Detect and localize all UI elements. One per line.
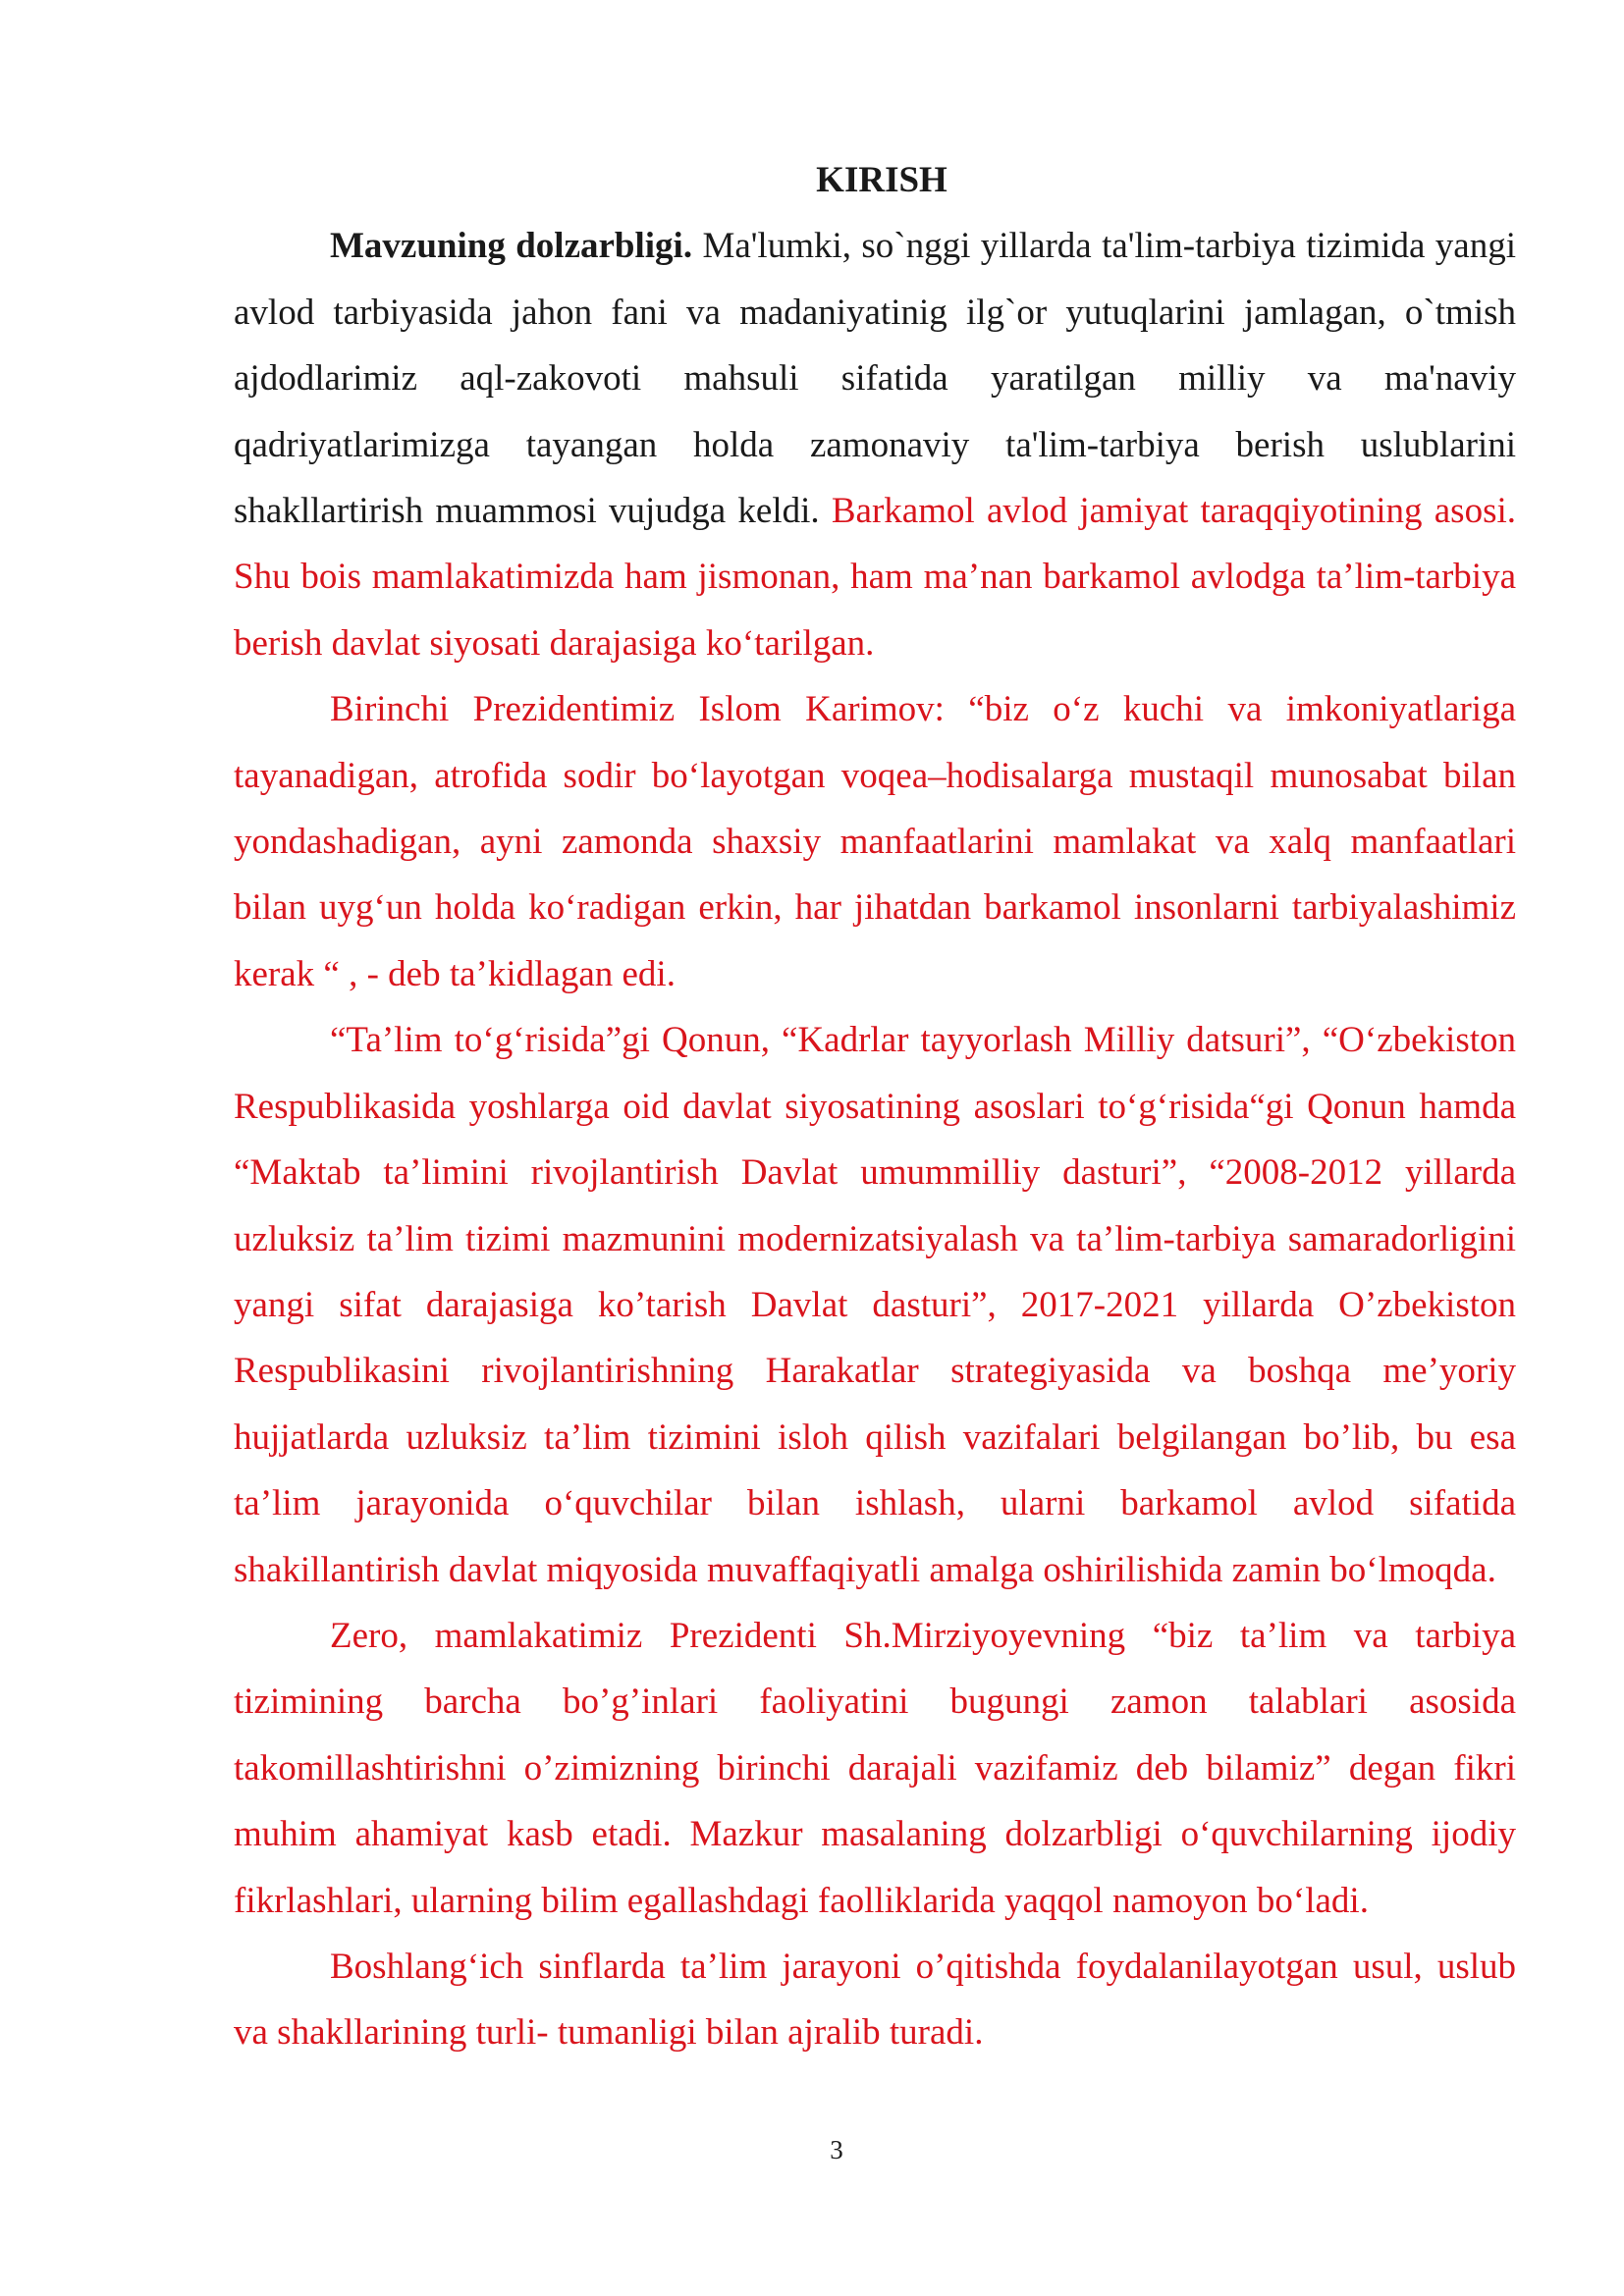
paragraph-mirziyoyev-quote: Zero, mamlakatimiz Prezidenti Sh.Mirziyoyevning “biz ta’lim va tarbiya tizimining barcha bo’g’inlari faoliyatini bugungi zamon talablari asosida takomillashtirishni o’zimizning birinchi darajali vazifamiz deb bilamiz” degan fikri muhim ahamiyat kasb etadi. Mazkur masalaning dolzarbligi o‘quvchilarning ijodiy fikrlashlari, ularning bilim egallashdagi faolliklarida yaqqol namoyon bo‘ladi. bbox=[234, 1615, 1516, 1921]
page-content bbox=[234, 147, 1516, 2066]
page-number: 3 bbox=[830, 2135, 843, 2164]
paragraph-laws: “Ta’lim to‘g‘risida”gi Qonun, “Kadrlar tayyorlash Milliy datsuri”, “O‘zbekiston Respublikasida yoshlarga oid davlat siyosatining asoslari to‘g‘risida“gi Qonun hamda “Maktab ta’limini rivojlantirish Davlat umummilliy dasturi”, “2008-2012 yillarda uzluksiz ta’lim tizimi mazmunini modernizatsiyalash va ta’lim-tarbiya samaradorligini yangi sifat darajasiga ko’tarish Davlat dasturi”, 2017-2021 yillarda O’zbekiston Respublikasini rivojlantirishning Harakatlar strategiyasida va boshqa me’yoriy hujjatlarda uzluksiz ta’lim tizimini isloh qilish vazifalari belgilangan bo’lib, bu esa ta’lim jarayonida o‘quvchilar bilan ishlash, ularni barkamol avlod sifatida shakillantirish davlat miqyosida muvaffaqiyatli amalga oshirilishida zamin bo‘lmoqda. bbox=[234, 1020, 1516, 1590]
paragraph-karimov-quote: Birinchi Prezidentimiz Islom Karimov: “biz o‘z kuchi va imkoniyatlariga tayanadigan, atrofida sodir bo‘layotgan voqea–hodisalarga mustaqil munosabat bilan yondashadigan, ayni zamonda shaxsiy manfaatlarini mamlakat va xalq manfaatlari bilan uyg‘un holda ko‘radigan erkin, har jihatdan barkamol insonlarni tarbiyalashimiz kerak “ , - deb ta’kidlagan edi. bbox=[234, 689, 1516, 994]
paragraph-primary-classes: Boshlang‘ich sinflarda ta’lim jarayoni o’qitishda foydalanilayotgan usul, uslub va shakllarining turli- tumanligi bilan ajralib turadi. bbox=[234, 1946, 1516, 2054]
section-heading: KIRISH bbox=[816, 160, 947, 200]
paragraph-highlight: Barkamol avlod jamiyat taraqqiyotining asosi. Shu bois mamlakatimizda ham jismonan, ham ma’nan barkamol avlodga ta’lim-tarbiya berish davlat siyosati darajasiga ko‘tarilgan. bbox=[234, 491, 1517, 664]
paragraph-lead: Mavzuning dolzarbligi. bbox=[330, 226, 693, 267]
paragraph-relevance bbox=[234, 213, 1516, 676]
paragraph-text: Ma'lumki, so`nggi yillarda ta'lim-tarbiya tizimida yangi avlod tarbiyasida jahon fani va madaniyatinig ilg`or yutuqlarini jamlagan, o`tmish ajdodlarimiz aql-zakovoti mahsuli sifatida yaratilgan milliy va ma'naviy qadriyatlarimizga tayangan holda zamonaviy ta'lim-tarbiya berish uslublarini shakllartirish muammosi vujudga keldi. bbox=[234, 226, 1516, 532]
